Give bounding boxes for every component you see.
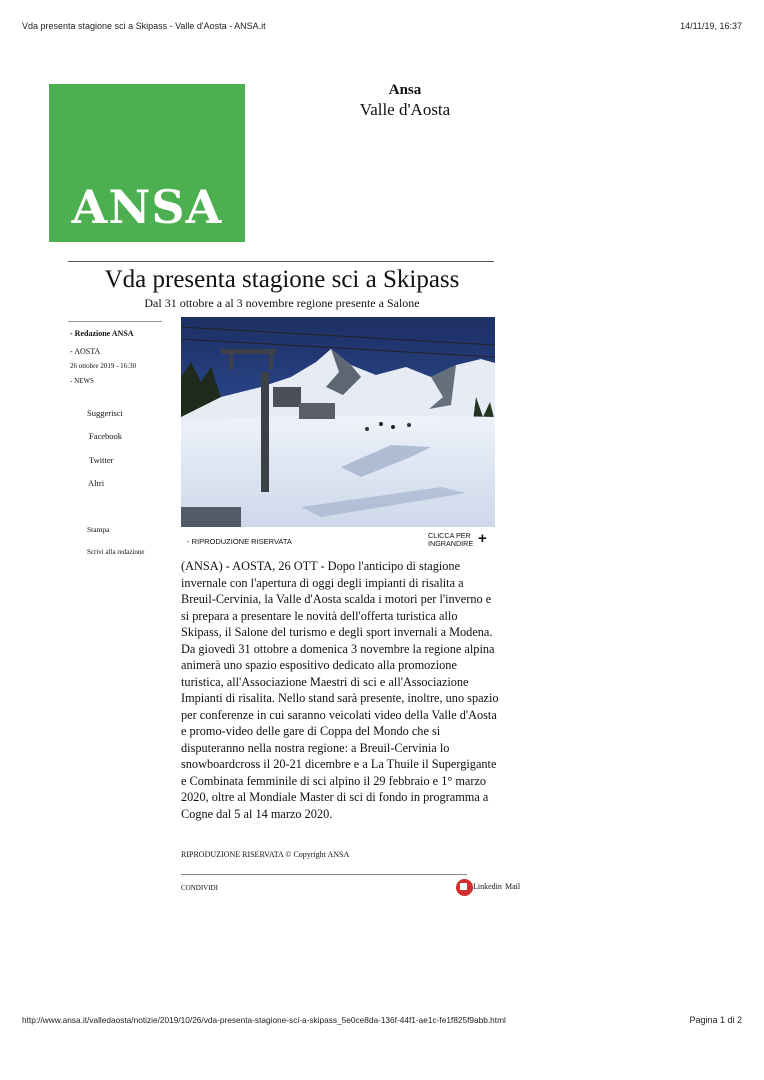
share-suggerisci[interactable]: Suggerisci (87, 408, 123, 418)
title-divider (68, 261, 494, 262)
share-facebook[interactable]: Facebook (89, 431, 123, 441)
sidebar-author: - Redazione ANSA (70, 329, 134, 338)
enlarge-link[interactable] (428, 532, 473, 548)
linkedin-icon[interactable] (456, 879, 473, 896)
print-header-datetime: 14/11/19, 16:37 (680, 21, 742, 31)
brand-section[interactable]: Valle d'Aosta (359, 100, 451, 119)
print-link[interactable]: Stampa (87, 525, 110, 534)
write-editor-link[interactable]: Scrivi alla redazione (87, 548, 145, 556)
ansa-logo-text: ANSA (71, 180, 223, 234)
article-photo[interactable] (181, 317, 495, 527)
sidebar-divider (68, 321, 162, 322)
sidebar-date: 26 ottobre 2019 - 16:30 (70, 362, 137, 370)
print-footer-url: http://www.ansa.it/valledaosta/notizie/2019/10/26/vda-presenta-stagione-sci-a-skipass_5e0ce8da-136f-44f1-ae1c-fe1f825f9abb.html (22, 1015, 506, 1025)
linkedin-link[interactable]: Linkedin (473, 882, 502, 891)
print-footer-page: Pagina 1 di 2 (689, 1015, 742, 1025)
article-body: (ANSA) - AOSTA, 26 OTT - Dopo l'anticipo di stagione invernale con l'apertura di oggi degli impianti di risalita a Breuil-Cervinia, la Valle d'Aosta scalda i motori per l'inverno e si prepara a presentare le novità dell'offerta turistica allo Skipass, il Salone del turismo e degli sport invernali a Modena. Da giovedì 31 ottobre a domenica 3 novembre la regione alpina animerà uno spazio espositivo dedicato alla promozione turistica, all'Associazione Maestri di sci e all'Associazione Impianti di risalita. Nello stand sarà presente, inoltre, uno spazio per conferenze in cui saranno veicolati video della Valle d'Aosta e promo-video delle gare di Coppa del Mondo che si disputeranno nella nostra regione: a Breuil-Cervinia lo snowboardcross il 20-21 dicembre e a La Thuile il Supergigante e Combinata femminile di sci alpino il 29 febbraio e 1° marzo 2020, oltre al Mondiale Master di sci di fondo in programma a Cogne dal 5 al 14 marzo 2020. (181, 559, 499, 821)
ansa-logo[interactable] (49, 84, 245, 242)
print-header-title: Vda presenta stagione sci a Skipass - Valle d'Aosta - ANSA.it (22, 21, 266, 31)
sidebar-category[interactable]: - NEWS (70, 377, 94, 385)
photo-caption: - RIPRODUZIONE RISERVATA (187, 537, 292, 546)
share-divider (181, 874, 467, 875)
share-label: CONDIVIDI (181, 884, 218, 892)
enlarge-label-line1: CLICCA PER (428, 531, 471, 540)
copyright-notice: RIPRODUZIONE RISERVATA © Copyright ANSA (181, 850, 350, 859)
brand-name: Ansa (388, 82, 422, 98)
share-altri[interactable]: Altri (88, 478, 105, 488)
enlarge-label-line2: INGRANDIRE (428, 539, 474, 548)
article-subtitle: Dal 31 ottobre a al 3 novembre regione presente a Salone (144, 296, 420, 310)
article-title: Vda presenta stagione sci a Skipass (104, 266, 460, 293)
share-twitter[interactable]: Twitter (89, 455, 114, 465)
mail-link[interactable]: Mail (505, 882, 521, 891)
sidebar-place: - AOSTA (70, 347, 101, 356)
plus-icon[interactable]: + (478, 530, 487, 547)
